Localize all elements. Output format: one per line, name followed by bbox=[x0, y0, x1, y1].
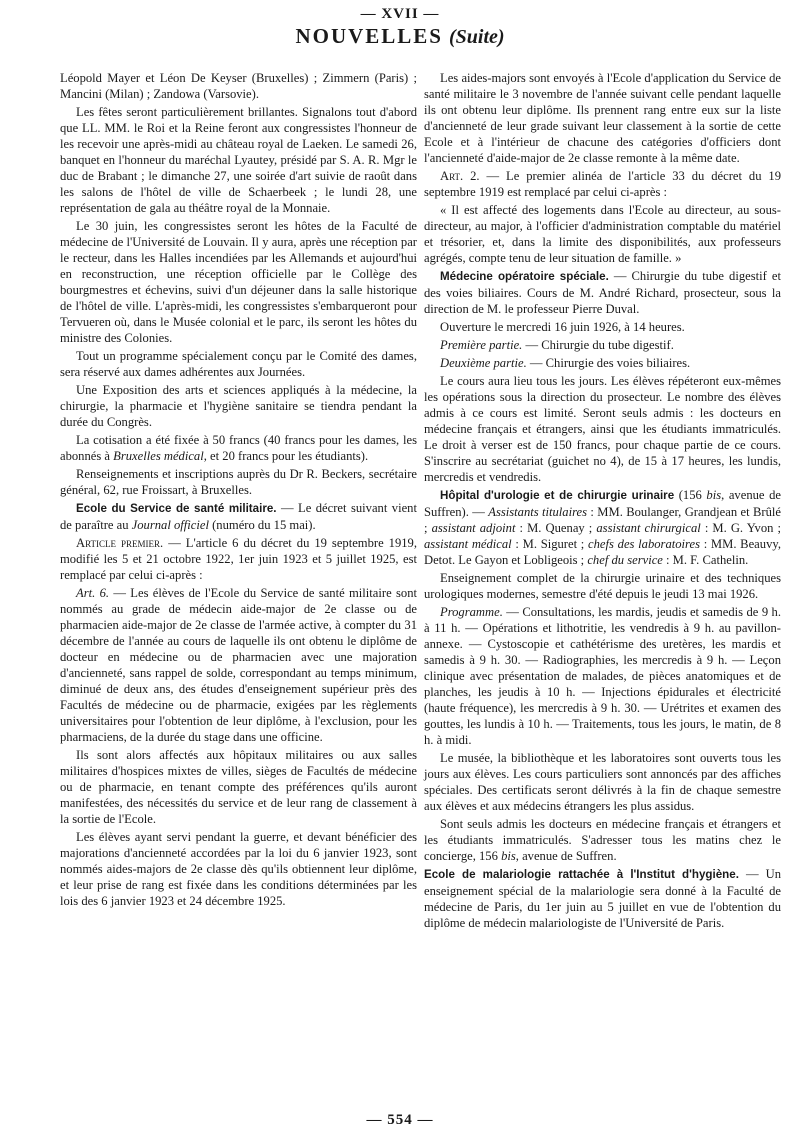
paragraph: Enseignement complet de la chirurgie urinaire et des techniques urologiques modernes, semestre d'été depuis le jeudi 13 mai 1926. bbox=[424, 571, 781, 601]
italic-text: bis bbox=[501, 849, 516, 863]
paragraph: « Il est affecté des logements dans l'Ecole au directeur, au sous-directeur, au major, à l'officier d'administration comptable du matériel et trésorier, et, dans la limite des disponibilités, aux professeurs agrégés, compte tenu de leur situation de famille. » bbox=[424, 203, 781, 265]
page-number: — 554 — bbox=[366, 1112, 434, 1128]
paragraph: Les fêtes seront particulièrement brillantes. Signalons tout d'abord que LL. MM. le Roi et la Reine feront aux congressistes l'honneur de les recevoir une après-midi au château royal de Laeken. Le samedi 26, banquet en l'honneur du maréchal Lyautey, présidé par S. A. R. Mgr le duc de Brabant ; le dimanche 27, une soirée d'art suivie de raoût dans les salons de l'hôtel de ville de Schaerbeek ; le lundi 28, une représentation de gala au théâtre royal de la Monnaie. bbox=[60, 105, 417, 215]
italic-text: Deuxième partie. bbox=[440, 356, 527, 370]
right-column bbox=[424, 70, 781, 933]
paragraph: Ouverture le mercredi 16 juin 1926, à 14 heures. bbox=[440, 320, 685, 334]
text: La cotisation a été fixée à 50 francs (40 francs pour les dames, les abonnés à bbox=[60, 433, 417, 463]
paragraph bbox=[424, 168, 781, 200]
section-folio: — XVII — bbox=[360, 6, 440, 22]
paragraph: Le 30 juin, les congressistes seront les hôtes de la Faculté de médecine de l'Université de Louvain. Il y aura, après une réception par le recteur, dans les Halles incendiées par les Allemands et aujourd'hui en reconstruction, une réception officielle par le Collège des bourgmestres et échevins, suivi d'un déjeuner dans la salle historique de l'hôtel de ville. L'après-midi, les congressistes s'embarqueront pour Tervueren où, dans le Musée colonial et le parc, ils seront les hôtes du ministre des Colonies. bbox=[60, 219, 417, 345]
paragraph: Les aides-majors sont envoyés à l'Ecole d'application du Service de santé militaire le 3 novembre de l'année suivant celle pendant laquelle ils ont obtenu leur diplôme. Ils prennent rang entre eux sur la liste d'ancienneté de leur grade suivant leur classement à la sortie de cette Ecole et à l'intérieur de chacune des catégories d'officiers dont l'ancienneté d'aide-major de 2e classe remonte à la même date. bbox=[424, 71, 781, 165]
paragraph: Léopold Mayer et Léon De Keyser (Bruxelles) ; Zimmern (Paris) ; Mancini (Milan) ; Zandowa (Varsovie). bbox=[60, 71, 417, 101]
text: Sont seuls admis les docteurs en médecine français et étrangers et les étudiants immatriculés. S'adresser tous les matins chez le concierge, 156 bbox=[424, 817, 781, 863]
text: — Le premier alinéa de l'article 33 du décret du 19 septembre 1919 est remplacé par celui ci-après : bbox=[424, 169, 781, 199]
heading-title: NOUVELLES bbox=[295, 24, 443, 48]
text: , avenue de Suffren). — bbox=[424, 488, 781, 519]
text: : M. F. Cathelin. bbox=[662, 553, 749, 567]
italic-text: assistant adjoint bbox=[431, 521, 516, 535]
section-paragraph bbox=[424, 866, 781, 931]
paragraph: Le cours aura lieu tous les jours. Les élèves répéteront eux-mêmes les opérations sous la direction du prosecteur. Le nombre des élèves admis à ce cours est limité. Seront seuls admis : les docteurs en médecine français et étrangers, ainsi que les étudiants immatriculés. Le droit à verser est de 150 francs, pour chaque partie de ce cours. S'inscrire au secrétariat (guichet no 4), de 15 à 17 heures, les lundis, mercredis et vendredis. bbox=[424, 374, 781, 484]
left-column bbox=[60, 70, 417, 911]
text: — Chirurgie des voies biliaires. bbox=[526, 356, 691, 370]
section-title: Médecine opératoire spéciale. bbox=[440, 270, 609, 283]
text: — Le décret suivant vient de paraître au bbox=[60, 501, 417, 532]
text: , et 20 francs pour les étudiants). bbox=[203, 449, 369, 463]
text: (156 bbox=[674, 488, 707, 502]
section-paragraph bbox=[424, 487, 781, 568]
italic-text: chef du service bbox=[587, 553, 663, 567]
section-title: Ecole de malariologie rattachée à l'Institut d'hygiène. bbox=[424, 868, 739, 881]
italic-text: bis bbox=[706, 488, 722, 502]
paragraph: Tout un programme spécialement conçu par le Comité des dames, sera réservé aux dames adhérentes aux Journées. bbox=[60, 349, 417, 379]
text: : MM. Boulanger, Grandjean et Brûlé ; bbox=[424, 505, 781, 535]
paragraph: Renseignements et inscriptions auprès du Dr R. Beckers, secrétaire général, 62, rue Froissart, à Bruxelles. bbox=[60, 467, 417, 497]
section-title: Ecole du Service de santé militaire. bbox=[76, 502, 277, 515]
paragraph bbox=[60, 535, 417, 583]
italic-text: assistant chirurgical bbox=[596, 521, 701, 535]
paragraph: Le musée, la bibliothèque et les laboratoires sont ouverts tous les jours aux élèves. Les cours particuliers sont annoncés par des affiches spéciales. Des certificats seront délivrés à la fin de chaque semestre aux élèves et aux médecins étrangers les plus assidus. bbox=[424, 751, 781, 813]
paragraph bbox=[60, 432, 417, 464]
paragraph bbox=[424, 355, 781, 371]
text: : M. G. Yvon ; bbox=[700, 521, 781, 535]
article-label: Article premier. bbox=[76, 536, 164, 550]
text: — L'article 6 du décret du 19 septembre 1919, modifié les 5 et 21 octobre 1922, 1er juin 1923 et 5 juillet 1925, est remplacé par celui ci-après : bbox=[60, 536, 418, 582]
paragraph bbox=[60, 585, 417, 745]
article-label: Art. 6. bbox=[76, 586, 110, 600]
paragraph: Les élèves ayant servi pendant la guerre, et devant bénéficier des majorations d'ancienneté accordées par la loi du 6 janvier 1923, sont nommés aides-majors de 2e classe dès qu'ils obtiennent leur diplôme, et leur prise de rang est fixée dans les conditions déterminées par les lois des 6 janvier 1923 et 24 décembre 1925. bbox=[60, 830, 417, 908]
text: — Les élèves de l'Ecole du Service de santé militaire sont nommés au grade de médecin aide-major de 2e classe ou de pharmacien aide-major de 2e classe de l'armée active, à compter du 31 décembre de l'année au cours de laquelle ils ont obtenu le diplôme de docteur en médecine ou de pharmacien avec une majoration d'ancienneté, sans rappel de solde, correspondant au temps minimum, diminué de deux ans, des études d'enseignement supérieur près des Facultés de médecine ou de pharmacie, exigées par les règlements universitaires pour l'obtention de leur diplôme, à l'exclusion, pour les pharmaciens, de la durée du stage dans une officine. bbox=[60, 586, 417, 744]
text: : M. Quenay ; bbox=[515, 521, 597, 535]
italic-text: Bruxelles médical bbox=[113, 449, 204, 463]
section-paragraph bbox=[424, 268, 781, 317]
section-paragraph bbox=[60, 500, 417, 533]
page-heading bbox=[0, 24, 800, 49]
italic-text: Journal officiel bbox=[131, 518, 209, 532]
text: — Un enseignement spécial de la malariologie sera donné à la Faculté de médecine de Paris, du 1er juin au 5 juillet en vue de l'obtention du diplôme de médecin malariologiste de l'Université de Paris. bbox=[424, 867, 781, 930]
paragraph bbox=[424, 604, 781, 748]
paragraph bbox=[424, 337, 781, 353]
paragraph: Une Exposition des arts et sciences appliqués à la médecine, la chirurgie, la pharmacie et l'hygiène sanitaire se tiendra pendant la durée du Congrès. bbox=[60, 383, 417, 429]
text: (numéro du 15 mai). bbox=[208, 518, 316, 532]
paragraph bbox=[424, 816, 781, 864]
text: : MM. Beauvy, Detot. Le Gayon et Lobligeois ; bbox=[424, 537, 781, 567]
section-title: Hôpital d'urologie et de chirurgie urinaire bbox=[440, 489, 675, 502]
text: — Chirurgie du tube digestif. bbox=[522, 338, 674, 352]
article-label: Art. 2. bbox=[440, 169, 480, 183]
italic-text: assistant médical bbox=[424, 537, 512, 551]
text: — Chirurgie du tube digestif et des voies biliaires. Cours de M. André Richard, prosecteur, sous la direction de M. le professeur Pierre Duval. bbox=[424, 269, 781, 316]
italic-text: Programme. bbox=[440, 605, 503, 619]
italic-text: Première partie. bbox=[440, 338, 523, 352]
italic-text: chefs des laboratoires bbox=[588, 537, 700, 551]
text: , avenue de Suffren. bbox=[515, 849, 617, 863]
text: — Consultations, les mardis, jeudis et samedis de 9 h. à 11 h. — Opérations et lithotritie, les vendredis à 9 h. au pavillon-annexe. — Cystoscopie et cathétérisme des uretères, les mardis et samedis à 9 h. 30. — Radiographies, les mercredis à 9 h. — Leçon clinique avec présentation de malades, de pièces anatomiques et de planches, les jeudis à 10 h. — Injections épidurales et électricité (haute fréquence), les mercredis à 9 h. 30. — Urétrites et examen des gouttes, les lundis à 10 h. — Traitements, tous les jours, le matin, de 8 h. à midi. bbox=[424, 605, 781, 747]
italic-text: Assistants titulaires bbox=[488, 505, 588, 519]
heading-subtitle: (Suite) bbox=[448, 26, 505, 48]
paragraph: Ils sont alors affectés aux hôpitaux militaires ou aux salles militaires d'hospices mixtes de villes, sièges de Facultés de médecine ou de pharmacie, en tenant compte des préférences qu'ils auront manifestées, des nécessités du service et de leur rang de classement à la sortie de l'Ecole. bbox=[60, 748, 417, 826]
text: : M. Siguret ; bbox=[511, 537, 589, 551]
